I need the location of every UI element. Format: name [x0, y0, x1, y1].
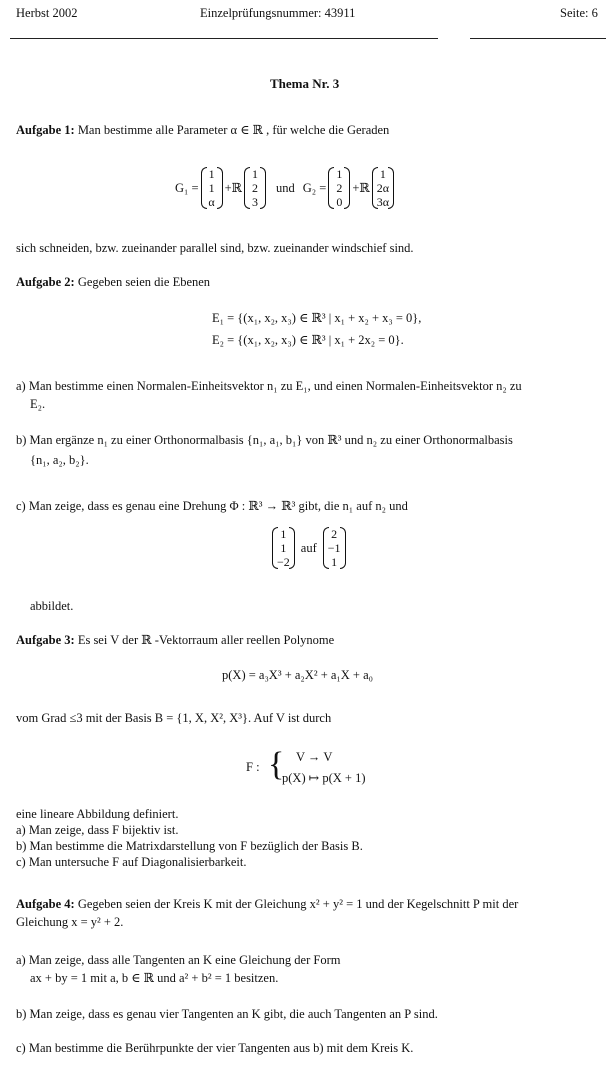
polynomial: p(X) = a₃X³ + a₂X² + a₁X + a₀: [222, 668, 374, 682]
vector-1: 1 1 −2: [272, 527, 295, 569]
g2-point-vector: 1 2 0: [328, 167, 350, 209]
aufgabe-2b-line-2: {n₁, a₂, b₂}.: [30, 453, 89, 467]
aufgabe-3-basis: vom Grad ≤3 mit der Basis B = {1, X, X², X³}. Auf V ist durch: [16, 711, 332, 725]
aufgabe-4a-line-2: ax + by = 1 mit a, b ∈ ℝ und a² + b² = 1 besitzen.: [30, 971, 279, 985]
header-exam-number: Einzelprüfungsnummer: 43911: [200, 6, 356, 20]
g1-label: G₁ =: [175, 180, 199, 195]
aufgabe-1-label: Aufgabe 1:: [16, 123, 75, 137]
aufgabe-2-label: Aufgabe 2:: [16, 275, 75, 289]
header-term: Herbst 2002: [16, 6, 78, 20]
aufgabe-4a-line-1: a) Man zeige, dass alle Tangenten an K eine Gleichung der Form: [16, 953, 341, 967]
g1-point-vector: 1 1 α: [201, 167, 223, 209]
aufgabe-1-lines: G₁ = 1 1 α +ℝ 1 2 3 und G₂ = 1 2 0 +ℝ 1 2α 3α: [175, 158, 396, 218]
aufgabe-3-label: Aufgabe 3:: [16, 633, 75, 647]
rotation-vectors: 1 1 −2 auf 2 −1 1: [270, 518, 348, 578]
aufgabe-2a-line-1: a) Man bestimme einen Normalen-Einheitsvektor n₁ zu E₁, und einen Normalen-Einheitsvektor n₂ zu: [16, 379, 522, 393]
g2-direction-vector: 1 2α 3α: [372, 167, 394, 209]
aufgabe-2-intro: Aufgabe 2: Gegeben seien die Ebenen: [16, 275, 211, 289]
vector-2: 2 −1 1: [323, 527, 346, 569]
aufgabe-3c: c) Man untersuche F auf Diagonalisierbarkeit.: [16, 855, 247, 869]
aufgabe-2b-line-1: b) Man ergänze n₁ zu einer Orthonormalbasis {n₁, a₁, b₁} von ℝ³ und n₂ zu einer Orthonormalbasis: [16, 433, 513, 447]
aufgabe-3b: b) Man bestimme die Matrixdarstellung von F bezüglich der Basis B.: [16, 839, 363, 853]
aufgabe-3a: a) Man zeige, dass F bijektiv ist.: [16, 823, 179, 837]
plane-e2: E₂ = {(x₁, x₂, x₃) ∈ ℝ³ | x₁ + 2x₂ = 0}.: [212, 333, 404, 347]
brace: {: [268, 746, 285, 783]
header-rule-left: [10, 38, 438, 39]
plane-e1: E₁ = {(x₁, x₂, x₃) ∈ ℝ³ | x₁ + x₂ + x₃ = 0},: [212, 311, 422, 325]
aufgabe-3-intro: Aufgabe 3: Es sei V der ℝ -Vektorraum aller reellen Polynome: [16, 633, 335, 647]
aufgabe-4c: c) Man bestimme die Berührpunkte der vier Tangenten aus b) mit dem Kreis K.: [16, 1041, 414, 1055]
aufgabe-4-intro: Aufgabe 4: Gegeben seien der Kreis K mit der Gleichung x² + y² = 1 und der Kegelschnitt P mit der: [16, 897, 519, 911]
aufgabe-4b: b) Man zeige, dass es genau vier Tangenten an K gibt, die auch Tangenten an P sind.: [16, 1007, 438, 1021]
aufgabe-4-line-2: Gleichung x = y² + 2.: [16, 915, 124, 929]
g2-label: G₂ =: [302, 180, 327, 195]
g1-direction-vector: 1 2 3: [244, 167, 266, 209]
header-rule-right: [470, 38, 606, 39]
aufgabe-4-label: Aufgabe 4:: [16, 897, 75, 911]
aufgabe-1-intro: Aufgabe 1: Man bestimme alle Parameter α ∈ ℝ , für welche die Geraden: [16, 123, 390, 137]
map-definition: F : { V → V p(X) ↦ p(X + 1): [246, 746, 366, 785]
aufgabe-2a-line-2: E₂.: [30, 397, 46, 411]
aufgabe-3-text: eine lineare Abbildung definiert.: [16, 807, 179, 821]
aufgabe-2c-line-1: c) Man zeige, dass es genau eine Drehung Φ : ℝ³ → ℝ³ gibt, die n₁ auf n₂ und: [16, 499, 408, 513]
header-page: Seite: 6: [560, 6, 598, 20]
page-header: [0, 6, 616, 24]
aufgabe-1-text: sich schneiden, bzw. zueinander parallel sind, bzw. zueinander windschief sind.: [16, 241, 414, 255]
aufgabe-2c-line-2: abbildet.: [30, 599, 74, 613]
page-title: Thema Nr. 3: [270, 76, 340, 91]
